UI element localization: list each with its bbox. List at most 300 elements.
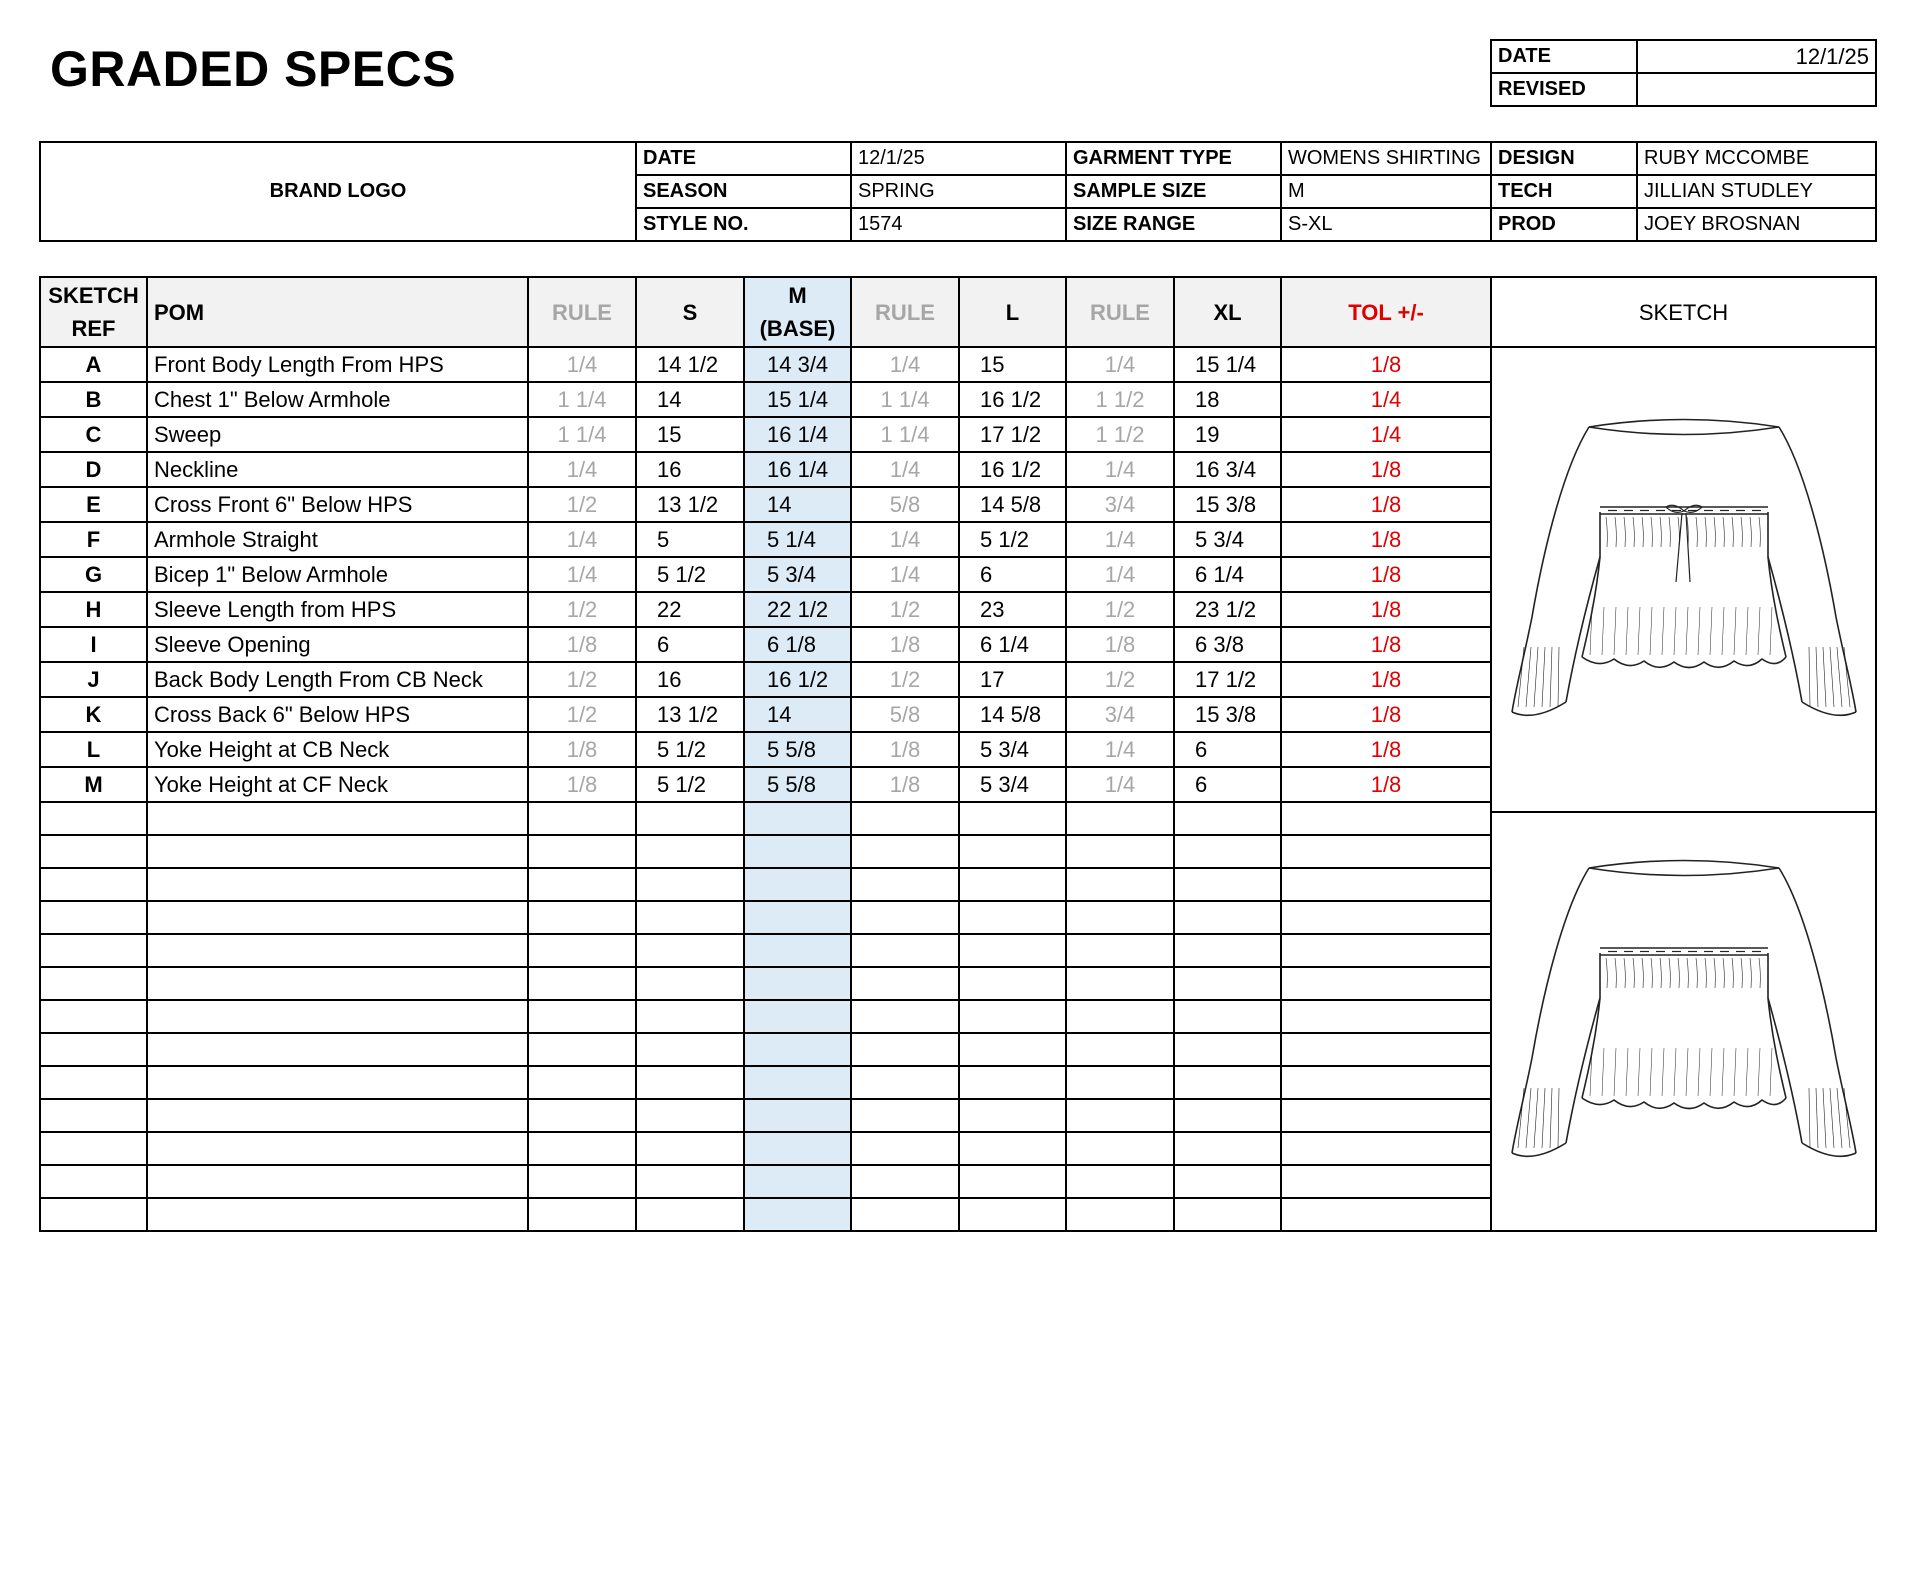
size-s-value[interactable]: 5 1/2 <box>636 767 744 802</box>
size-xl-value[interactable]: 6 3/8 <box>1174 627 1281 662</box>
info-value[interactable]: S-XL <box>1281 208 1491 241</box>
empty-cell[interactable] <box>1281 934 1491 967</box>
empty-cell[interactable] <box>1281 1132 1491 1165</box>
rule-value[interactable]: 3/4 <box>1066 487 1174 522</box>
rule-value[interactable]: 1/2 <box>528 697 636 732</box>
size-l-value[interactable]: 14 5/8 <box>959 697 1066 732</box>
size-s-value[interactable]: 5 <box>636 522 744 557</box>
empty-cell[interactable] <box>1174 1033 1281 1066</box>
empty-cell[interactable] <box>1174 835 1281 868</box>
size-l-value[interactable]: 17 <box>959 662 1066 697</box>
rule-value[interactable]: 5/8 <box>851 697 959 732</box>
size-l-value[interactable]: 17 1/2 <box>959 417 1066 452</box>
rule-value[interactable]: 1/4 <box>1066 452 1174 487</box>
empty-cell[interactable] <box>959 1000 1066 1033</box>
rule-value[interactable]: 1/8 <box>528 767 636 802</box>
rule-value[interactable]: 1 1/4 <box>528 417 636 452</box>
empty-cell[interactable] <box>636 1165 744 1198</box>
rule-value[interactable]: 1/2 <box>1066 592 1174 627</box>
empty-cell[interactable] <box>636 1198 744 1231</box>
empty-cell[interactable] <box>959 1099 1066 1132</box>
tolerance-value[interactable]: 1/8 <box>1281 592 1491 627</box>
size-xl-value[interactable]: 17 1/2 <box>1174 662 1281 697</box>
empty-cell[interactable] <box>147 1066 528 1099</box>
size-xl-value[interactable]: 15 1/4 <box>1174 347 1281 382</box>
empty-cell[interactable] <box>147 802 528 835</box>
size-s-value[interactable]: 15 <box>636 417 744 452</box>
empty-cell[interactable] <box>1281 1033 1491 1066</box>
empty-cell[interactable] <box>851 1033 959 1066</box>
rule-value[interactable]: 1/8 <box>851 732 959 767</box>
info-row <box>40 142 1876 175</box>
empty-cell[interactable] <box>147 1165 528 1198</box>
empty-cell[interactable] <box>959 1165 1066 1198</box>
rule-value[interactable]: 1/2 <box>1066 662 1174 697</box>
pom-name[interactable]: Armhole Straight <box>147 522 528 557</box>
sketch-ref[interactable]: C <box>40 417 147 452</box>
empty-cell[interactable] <box>1066 1000 1174 1033</box>
empty-cell[interactable] <box>851 934 959 967</box>
brand-logo: BRAND LOGO <box>40 142 636 241</box>
empty-cell[interactable] <box>1174 901 1281 934</box>
empty-cell[interactable] <box>1066 1198 1174 1231</box>
empty-cell[interactable] <box>147 1033 528 1066</box>
empty-cell[interactable] <box>1281 1198 1491 1231</box>
empty-cell[interactable] <box>636 1066 744 1099</box>
empty-cell[interactable] <box>40 1099 147 1132</box>
graded-spec-table <box>39 276 1877 1232</box>
empty-cell[interactable] <box>528 1099 636 1132</box>
empty-cell[interactable] <box>851 802 959 835</box>
empty-cell[interactable] <box>528 802 636 835</box>
empty-cell[interactable] <box>147 1000 528 1033</box>
empty-cell[interactable] <box>1174 868 1281 901</box>
size-m-value[interactable]: 16 1/4 <box>744 417 851 452</box>
size-m-value[interactable]: 6 1/8 <box>744 627 851 662</box>
header-rule-xl: RULE <box>1066 277 1174 347</box>
empty-cell[interactable] <box>1066 1066 1174 1099</box>
empty-cell[interactable] <box>636 1033 744 1066</box>
size-m-value[interactable]: 14 <box>744 697 851 732</box>
size-m-value[interactable]: 22 1/2 <box>744 592 851 627</box>
tolerance-value[interactable]: 1/8 <box>1281 522 1491 557</box>
rule-value[interactable]: 1/4 <box>1066 522 1174 557</box>
empty-cell[interactable] <box>636 835 744 868</box>
size-m-value[interactable]: 5 5/8 <box>744 767 851 802</box>
header-size-m-base: M (BASE) <box>744 277 851 347</box>
empty-cell[interactable] <box>1066 1132 1174 1165</box>
sketch-back-cell <box>1491 802 1876 1231</box>
empty-cell[interactable] <box>1174 1066 1281 1099</box>
sketch-ref[interactable]: H <box>40 592 147 627</box>
empty-cell[interactable] <box>744 1132 851 1165</box>
header-size-xl: XL <box>1174 277 1281 347</box>
pom-name[interactable]: Back Body Length From CB Neck <box>147 662 528 697</box>
size-s-value[interactable]: 6 <box>636 627 744 662</box>
empty-cell[interactable] <box>528 835 636 868</box>
empty-cell[interactable] <box>147 934 528 967</box>
empty-cell[interactable] <box>528 868 636 901</box>
size-l-value[interactable]: 16 1/2 <box>959 452 1066 487</box>
size-m-value[interactable]: 5 5/8 <box>744 732 851 767</box>
empty-cell[interactable] <box>744 835 851 868</box>
rule-value[interactable]: 1/2 <box>851 662 959 697</box>
empty-cell[interactable] <box>1066 967 1174 1000</box>
size-xl-value[interactable]: 19 <box>1174 417 1281 452</box>
empty-cell[interactable] <box>1066 934 1174 967</box>
rule-value[interactable]: 1 1/4 <box>851 417 959 452</box>
empty-cell[interactable] <box>1281 1000 1491 1033</box>
header-pom: POM <box>147 277 528 347</box>
rule-value[interactable]: 1/4 <box>528 522 636 557</box>
rule-value[interactable]: 1/8 <box>851 627 959 662</box>
rule-value[interactable]: 1/4 <box>528 452 636 487</box>
empty-cell[interactable] <box>851 1132 959 1165</box>
empty-cell[interactable] <box>1174 1198 1281 1231</box>
empty-cell[interactable] <box>959 835 1066 868</box>
info-label: SIZE RANGE <box>1066 208 1281 241</box>
pom-name[interactable]: Sleeve Opening <box>147 627 528 662</box>
empty-cell[interactable] <box>744 1198 851 1231</box>
empty-cell[interactable] <box>1174 802 1281 835</box>
rule-value[interactable]: 1/4 <box>1066 557 1174 592</box>
size-s-value[interactable]: 14 <box>636 382 744 417</box>
header-rule-l: RULE <box>851 277 959 347</box>
empty-cell[interactable] <box>636 967 744 1000</box>
size-l-value[interactable]: 23 <box>959 592 1066 627</box>
empty-cell[interactable] <box>1281 835 1491 868</box>
empty-cell[interactable] <box>744 1033 851 1066</box>
rule-value[interactable]: 1/8 <box>1066 627 1174 662</box>
empty-cell[interactable] <box>636 1000 744 1033</box>
pom-name[interactable]: Sleeve Length from HPS <box>147 592 528 627</box>
size-s-value[interactable]: 14 1/2 <box>636 347 744 382</box>
empty-cell[interactable] <box>40 1132 147 1165</box>
tolerance-value[interactable]: 1/4 <box>1281 382 1491 417</box>
rule-value[interactable]: 1/4 <box>528 557 636 592</box>
rule-value[interactable]: 1/4 <box>851 347 959 382</box>
size-xl-value[interactable]: 6 1/4 <box>1174 557 1281 592</box>
empty-cell[interactable] <box>744 1066 851 1099</box>
size-m-value[interactable]: 14 <box>744 487 851 522</box>
empty-cell[interactable] <box>744 967 851 1000</box>
info-label: STYLE NO. <box>636 208 851 241</box>
revised-label: REVISED <box>1491 73 1637 106</box>
empty-cell[interactable] <box>851 1099 959 1132</box>
empty-cell[interactable] <box>959 1198 1066 1231</box>
size-m-value[interactable]: 16 1/4 <box>744 452 851 487</box>
rule-value[interactable]: 1/4 <box>851 557 959 592</box>
size-l-value[interactable]: 6 1/4 <box>959 627 1066 662</box>
sketch-ref[interactable]: I <box>40 627 147 662</box>
empty-cell[interactable] <box>744 934 851 967</box>
empty-cell[interactable] <box>528 901 636 934</box>
size-l-value[interactable]: 5 3/4 <box>959 732 1066 767</box>
size-xl-value[interactable]: 5 3/4 <box>1174 522 1281 557</box>
empty-cell[interactable] <box>744 1165 851 1198</box>
sketch-front-cell <box>1491 347 1876 802</box>
empty-cell[interactable] <box>528 1198 636 1231</box>
rule-value[interactable]: 3/4 <box>1066 697 1174 732</box>
empty-cell[interactable] <box>1174 1165 1281 1198</box>
tolerance-value[interactable]: 1/8 <box>1281 627 1491 662</box>
empty-cell[interactable] <box>528 1066 636 1099</box>
size-xl-value[interactable]: 16 3/4 <box>1174 452 1281 487</box>
empty-cell[interactable] <box>528 1000 636 1033</box>
empty-cell[interactable] <box>744 868 851 901</box>
empty-cell[interactable] <box>147 1132 528 1165</box>
rule-value[interactable]: 1 1/4 <box>851 382 959 417</box>
size-s-value[interactable]: 13 1/2 <box>636 487 744 522</box>
info-label: SAMPLE SIZE <box>1066 175 1281 208</box>
empty-cell[interactable] <box>40 934 147 967</box>
rule-value[interactable]: 1/2 <box>528 487 636 522</box>
empty-cell[interactable] <box>1174 1099 1281 1132</box>
sketch-ref[interactable]: D <box>40 452 147 487</box>
rule-value[interactable]: 1/4 <box>851 452 959 487</box>
size-s-value[interactable]: 5 1/2 <box>636 732 744 767</box>
empty-cell[interactable] <box>1066 1033 1174 1066</box>
info-value[interactable]: 1574 <box>851 208 1066 241</box>
pom-name[interactable]: Yoke Height at CB Neck <box>147 732 528 767</box>
size-s-value[interactable]: 13 1/2 <box>636 697 744 732</box>
pom-name[interactable]: Front Body Length From HPS <box>147 347 528 382</box>
rule-value[interactable]: 5/8 <box>851 487 959 522</box>
tolerance-value[interactable]: 1/8 <box>1281 347 1491 382</box>
tolerance-value[interactable]: 1/8 <box>1281 452 1491 487</box>
empty-cell[interactable] <box>528 1165 636 1198</box>
sketch-ref[interactable]: A <box>40 347 147 382</box>
empty-cell[interactable] <box>1281 868 1491 901</box>
size-m-value[interactable]: 5 1/4 <box>744 522 851 557</box>
sketch-ref[interactable]: J <box>40 662 147 697</box>
spec-header-row <box>40 277 1876 347</box>
empty-cell[interactable] <box>147 1198 528 1231</box>
empty-cell[interactable] <box>851 1165 959 1198</box>
rule-value[interactable]: 1/8 <box>528 732 636 767</box>
empty-cell[interactable] <box>851 1000 959 1033</box>
empty-cell[interactable] <box>1281 1165 1491 1198</box>
empty-cell[interactable] <box>636 901 744 934</box>
rule-value[interactable]: 1/4 <box>1066 767 1174 802</box>
empty-cell[interactable] <box>147 868 528 901</box>
empty-cell[interactable] <box>40 1066 147 1099</box>
pom-name[interactable]: Yoke Height at CF Neck <box>147 767 528 802</box>
pom-name[interactable]: Cross Back 6" Below HPS <box>147 697 528 732</box>
sketch-ref[interactable]: B <box>40 382 147 417</box>
size-l-value[interactable]: 15 <box>959 347 1066 382</box>
rule-value[interactable]: 1 1/2 <box>1066 382 1174 417</box>
empty-cell[interactable] <box>40 1000 147 1033</box>
empty-cell[interactable] <box>959 934 1066 967</box>
rule-value[interactable]: 1 1/4 <box>528 382 636 417</box>
date-box <box>1490 39 1877 107</box>
empty-cell[interactable] <box>636 1132 744 1165</box>
empty-cell[interactable] <box>1066 901 1174 934</box>
empty-cell[interactable] <box>40 1165 147 1198</box>
blouse-back-sketch <box>1504 848 1864 1178</box>
date-label: DATE <box>1491 40 1637 73</box>
rule-value[interactable]: 1/4 <box>851 522 959 557</box>
empty-cell[interactable] <box>147 1099 528 1132</box>
date-value[interactable]: 12/1/25 <box>1637 40 1876 73</box>
rule-value[interactable]: 1/2 <box>528 592 636 627</box>
empty-cell[interactable] <box>1281 1099 1491 1132</box>
pom-name[interactable]: Sweep <box>147 417 528 452</box>
info-value[interactable]: 12/1/25 <box>851 142 1066 175</box>
empty-cell[interactable] <box>40 967 147 1000</box>
empty-cell[interactable] <box>636 802 744 835</box>
empty-cell[interactable] <box>959 967 1066 1000</box>
empty-cell[interactable] <box>1281 802 1491 835</box>
empty-cell[interactable] <box>1174 967 1281 1000</box>
sketch-divider <box>1490 811 1875 813</box>
rule-value[interactable]: 1/2 <box>528 662 636 697</box>
empty-cell[interactable] <box>1281 967 1491 1000</box>
tolerance-value[interactable]: 1/4 <box>1281 417 1491 452</box>
size-s-value[interactable]: 22 <box>636 592 744 627</box>
empty-cell[interactable] <box>636 934 744 967</box>
size-xl-value[interactable]: 18 <box>1174 382 1281 417</box>
size-xl-value[interactable]: 15 3/8 <box>1174 487 1281 522</box>
blouse-front-sketch <box>1504 407 1864 737</box>
rule-value[interactable]: 1/4 <box>1066 347 1174 382</box>
tolerance-value[interactable]: 1/8 <box>1281 697 1491 732</box>
empty-cell[interactable] <box>851 901 959 934</box>
empty-cell[interactable] <box>1281 1066 1491 1099</box>
rule-value[interactable]: 1/2 <box>851 592 959 627</box>
empty-cell[interactable] <box>851 1198 959 1231</box>
pom-name[interactable]: Chest 1" Below Armhole <box>147 382 528 417</box>
header-size-s: S <box>636 277 744 347</box>
size-m-value[interactable]: 15 1/4 <box>744 382 851 417</box>
empty-cell[interactable] <box>40 868 147 901</box>
empty-cell[interactable] <box>851 868 959 901</box>
empty-cell[interactable] <box>147 967 528 1000</box>
empty-cell[interactable] <box>40 835 147 868</box>
rule-value[interactable]: 1/8 <box>528 627 636 662</box>
empty-cell[interactable] <box>1281 901 1491 934</box>
sketch-ref[interactable]: E <box>40 487 147 522</box>
info-value[interactable]: WOMENS SHIRTING <box>1281 142 1491 175</box>
size-xl-value[interactable]: 23 1/2 <box>1174 592 1281 627</box>
tolerance-value[interactable]: 1/8 <box>1281 732 1491 767</box>
size-m-value[interactable]: 16 1/2 <box>744 662 851 697</box>
size-l-value[interactable]: 5 1/2 <box>959 522 1066 557</box>
empty-cell[interactable] <box>1066 835 1174 868</box>
pom-name[interactable]: Neckline <box>147 452 528 487</box>
empty-cell[interactable] <box>528 1132 636 1165</box>
size-m-value[interactable]: 14 3/4 <box>744 347 851 382</box>
sketch-ref[interactable]: K <box>40 697 147 732</box>
info-value[interactable]: JOEY BROSNAN <box>1637 208 1876 241</box>
size-s-value[interactable]: 16 <box>636 452 744 487</box>
size-l-value[interactable]: 16 1/2 <box>959 382 1066 417</box>
empty-row <box>40 802 1876 835</box>
empty-cell[interactable] <box>744 901 851 934</box>
header-rule-s: RULE <box>528 277 636 347</box>
empty-cell[interactable] <box>959 1132 1066 1165</box>
empty-cell[interactable] <box>959 1066 1066 1099</box>
rule-value[interactable]: 1 1/2 <box>1066 417 1174 452</box>
empty-cell[interactable] <box>1174 934 1281 967</box>
empty-cell[interactable] <box>851 1066 959 1099</box>
empty-cell[interactable] <box>528 934 636 967</box>
info-label: SEASON <box>636 175 851 208</box>
header-sketch: SKETCH <box>1491 277 1876 347</box>
size-xl-value[interactable]: 15 3/8 <box>1174 697 1281 732</box>
sketch-ref[interactable]: M <box>40 767 147 802</box>
size-xl-value[interactable]: 6 <box>1174 767 1281 802</box>
size-l-value[interactable]: 14 5/8 <box>959 487 1066 522</box>
info-value[interactable]: M <box>1281 175 1491 208</box>
empty-cell[interactable] <box>40 1198 147 1231</box>
tolerance-value[interactable]: 1/8 <box>1281 767 1491 802</box>
empty-cell[interactable] <box>1174 1000 1281 1033</box>
tolerance-value[interactable]: 1/8 <box>1281 662 1491 697</box>
empty-cell[interactable] <box>1066 1165 1174 1198</box>
empty-cell[interactable] <box>40 901 147 934</box>
empty-cell[interactable] <box>1066 1099 1174 1132</box>
empty-cell[interactable] <box>959 901 1066 934</box>
info-value[interactable]: JILLIAN STUDLEY <box>1637 175 1876 208</box>
empty-cell[interactable] <box>959 1033 1066 1066</box>
empty-cell[interactable] <box>959 802 1066 835</box>
size-s-value[interactable]: 16 <box>636 662 744 697</box>
info-value[interactable]: RUBY MCCOMBE <box>1637 142 1876 175</box>
pom-name[interactable]: Bicep 1" Below Armhole <box>147 557 528 592</box>
empty-cell[interactable] <box>1066 868 1174 901</box>
rule-value[interactable]: 1/4 <box>1066 732 1174 767</box>
rule-value[interactable]: 1/4 <box>528 347 636 382</box>
empty-cell[interactable] <box>147 901 528 934</box>
size-l-value[interactable]: 5 3/4 <box>959 767 1066 802</box>
empty-cell[interactable] <box>147 835 528 868</box>
empty-cell[interactable] <box>744 1000 851 1033</box>
empty-cell[interactable] <box>851 967 959 1000</box>
empty-cell[interactable] <box>528 1033 636 1066</box>
rule-value[interactable]: 1/8 <box>851 767 959 802</box>
pom-name[interactable]: Cross Front 6" Below HPS <box>147 487 528 522</box>
size-l-value[interactable]: 6 <box>959 557 1066 592</box>
empty-cell[interactable] <box>744 802 851 835</box>
info-value[interactable]: SPRING <box>851 175 1066 208</box>
empty-cell[interactable] <box>40 802 147 835</box>
sketch-ref[interactable]: F <box>40 522 147 557</box>
tolerance-value[interactable]: 1/8 <box>1281 557 1491 592</box>
tolerance-value[interactable]: 1/8 <box>1281 487 1491 522</box>
info-label: TECH <box>1491 175 1637 208</box>
header-size-l: L <box>959 277 1066 347</box>
empty-cell[interactable] <box>40 1033 147 1066</box>
empty-cell[interactable] <box>1066 802 1174 835</box>
size-s-value[interactable]: 5 1/2 <box>636 557 744 592</box>
size-xl-value[interactable]: 6 <box>1174 732 1281 767</box>
sketch-ref[interactable]: G <box>40 557 147 592</box>
sketch-ref[interactable]: L <box>40 732 147 767</box>
empty-cell[interactable] <box>528 967 636 1000</box>
revised-value[interactable] <box>1637 73 1876 106</box>
size-m-value[interactable]: 5 3/4 <box>744 557 851 592</box>
empty-cell[interactable] <box>1174 1132 1281 1165</box>
empty-cell[interactable] <box>959 868 1066 901</box>
info-label: DATE <box>636 142 851 175</box>
info-label: PROD <box>1491 208 1637 241</box>
empty-cell[interactable] <box>851 835 959 868</box>
empty-cell[interactable] <box>636 1099 744 1132</box>
empty-cell[interactable] <box>636 868 744 901</box>
empty-cell[interactable] <box>744 1099 851 1132</box>
